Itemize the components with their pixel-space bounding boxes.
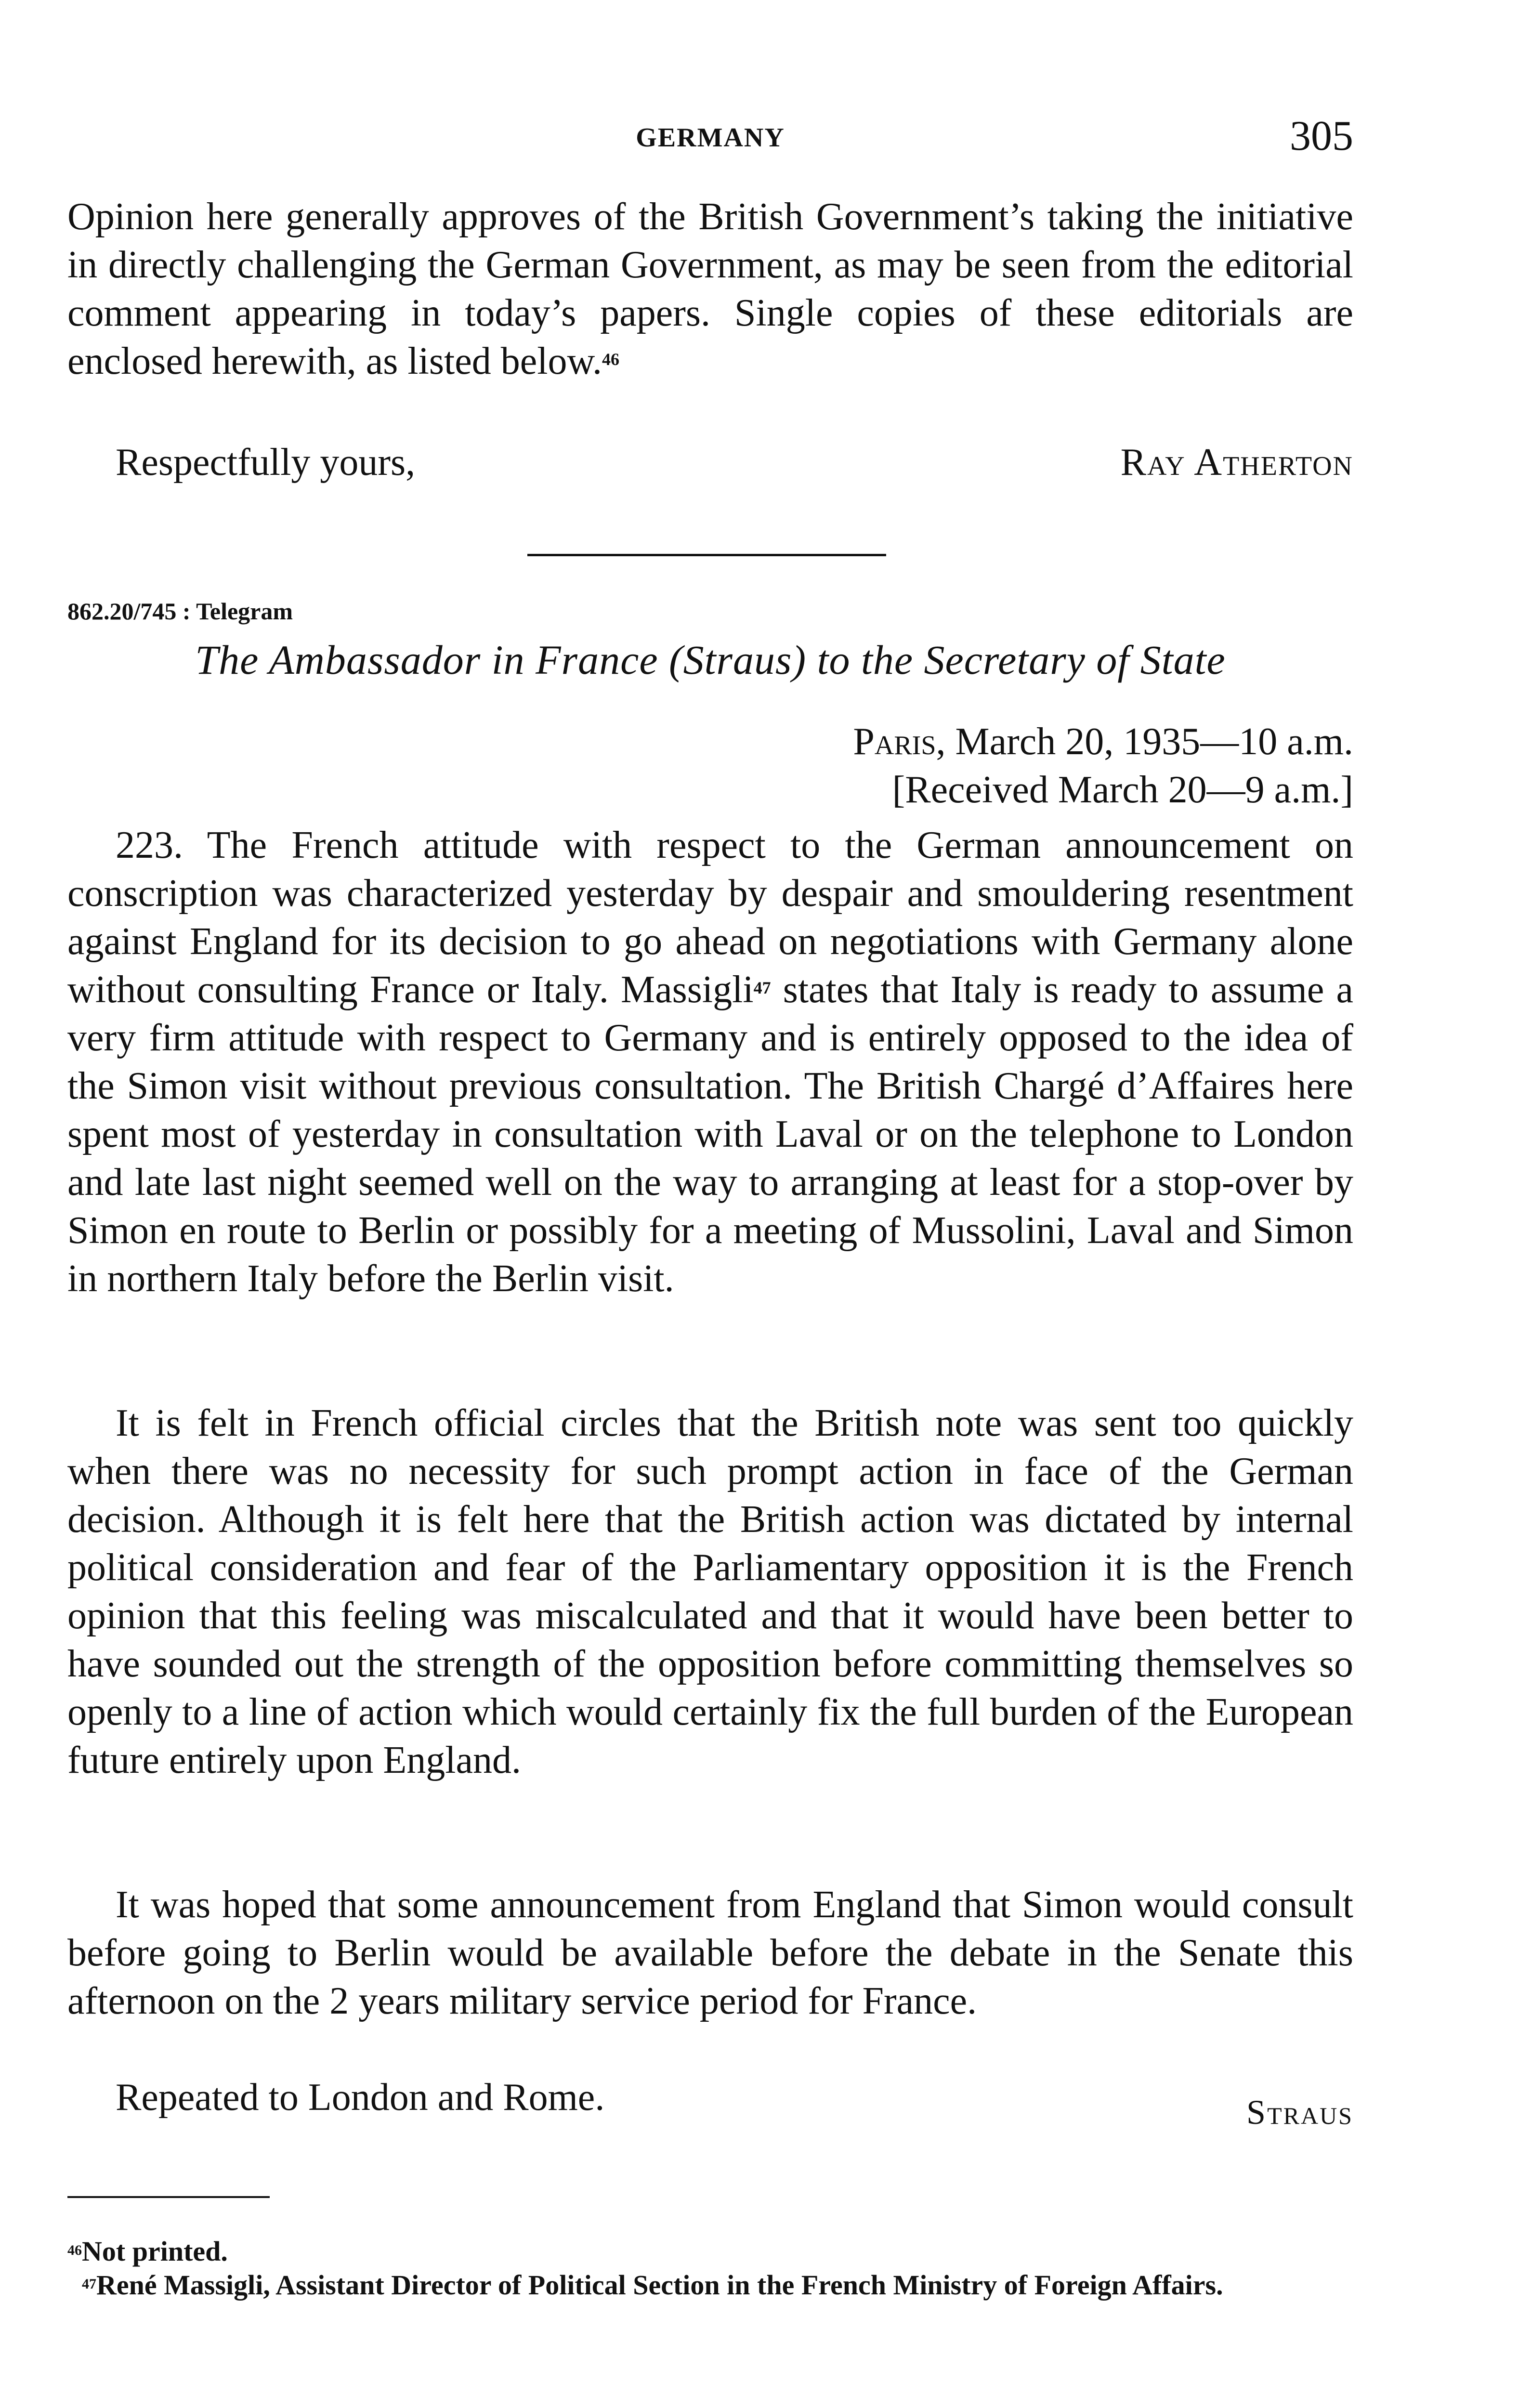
running-head <box>67 112 1353 165</box>
letter-paragraph <box>67 193 1353 385</box>
section-divider <box>527 554 886 556</box>
footnote-marker: 46 <box>67 2242 82 2258</box>
document-heading: The Ambassador in France (Straus) to the Secretary of State <box>195 637 1226 683</box>
running-head-title: GERMANY <box>636 123 785 153</box>
footnote-marker: 47 <box>82 2276 96 2292</box>
letter-closing: Respectfully yours, <box>116 441 416 484</box>
footnote-ref-47: 47 <box>753 978 771 997</box>
page-number: 305 <box>1290 113 1353 159</box>
footnote-divider <box>67 2196 270 2198</box>
telegram-paragraph-3 <box>67 1881 1353 2025</box>
footnote-text: René Massigli, Assistant Director of Political Section in the French Ministry of Foreign Affairs. <box>96 2269 1223 2301</box>
telegram-paragraph-3-text: It was hoped that some announcement from England that Simon would consult before going to Berlin would be available before the debate in the Senate this afternoon on the 2 years military service period for France. <box>67 1884 1353 2022</box>
telegram-paragraph-4 <box>67 2073 1353 2121</box>
telegram-paragraph-1-text: 223. The French attitude with respect to the German announcement on conscription was characterized yesterday by despair and smouldering resentment against England for its decision to go ahead on negotiations with Germany alone without consulting France or Italy. Massigli <box>67 824 1353 1011</box>
letter-paragraph-text: Opinion here generally approves of the British Government’s taking the initiative in directly challenging the German Government, as may be seen from the editorial comment appearing in today’s papers. Single copies of these editorials are enclosed herewith, as listed below. <box>67 196 1353 382</box>
telegram-paragraph-2 <box>67 1399 1353 1784</box>
dateline <box>853 718 1353 766</box>
file-reference: 862.20/745 : Telegram <box>67 598 293 625</box>
document-page <box>67 0 1353 2408</box>
dateline-place: Paris, <box>853 720 946 763</box>
received-line: [Received March 20—9 a.m.] <box>892 769 1353 811</box>
dateline-date: March 20, 1935—10 a.m. <box>955 720 1353 763</box>
footnote-47 <box>67 2268 1353 2302</box>
letter-signature: Ray Atherton <box>1120 441 1353 484</box>
telegram-paragraph-1-continued: states that Italy is ready to assume a very firm attitude with respect to Germany and is entirely opposed to the idea of the Simon visit without previous consultation. The British Chargé d’Affaires here spent most of yesterday in consultation with Laval or on the telephone to London and late last night seemed well on the way to arranging at least for a stop-over by Simon en route to Berlin or possibly for a meeting of Mussolini, Laval and Simon in northern Italy before the Berlin visit. <box>67 968 1353 1300</box>
footnote-text: Not printed. <box>82 2236 228 2267</box>
telegram-signature: Straus <box>1246 2093 1353 2132</box>
telegram-paragraph-4-text: Repeated to London and Rome. <box>116 2076 605 2119</box>
letter-closing-line <box>67 438 1353 486</box>
telegram-paragraph-2-text: It is felt in French official circles that the British note was sent too quickly when there was no necessity for such prompt action in face of the German decision. Although it is felt here that the British action was dictated by internal political consideration and fear of the Parliamentary opposition it is the French opinion that this feeling was miscalculated and that it would have been better to have sounded out the strength of the opposition before committing themselves so openly to a line of action which would certainly fix the full burden of the European future entirely upon England. <box>67 1402 1353 1781</box>
telegram-paragraph-1 <box>67 821 1353 1303</box>
footnote-ref-46: 46 <box>602 350 620 369</box>
footnote-46 <box>67 2235 1353 2268</box>
